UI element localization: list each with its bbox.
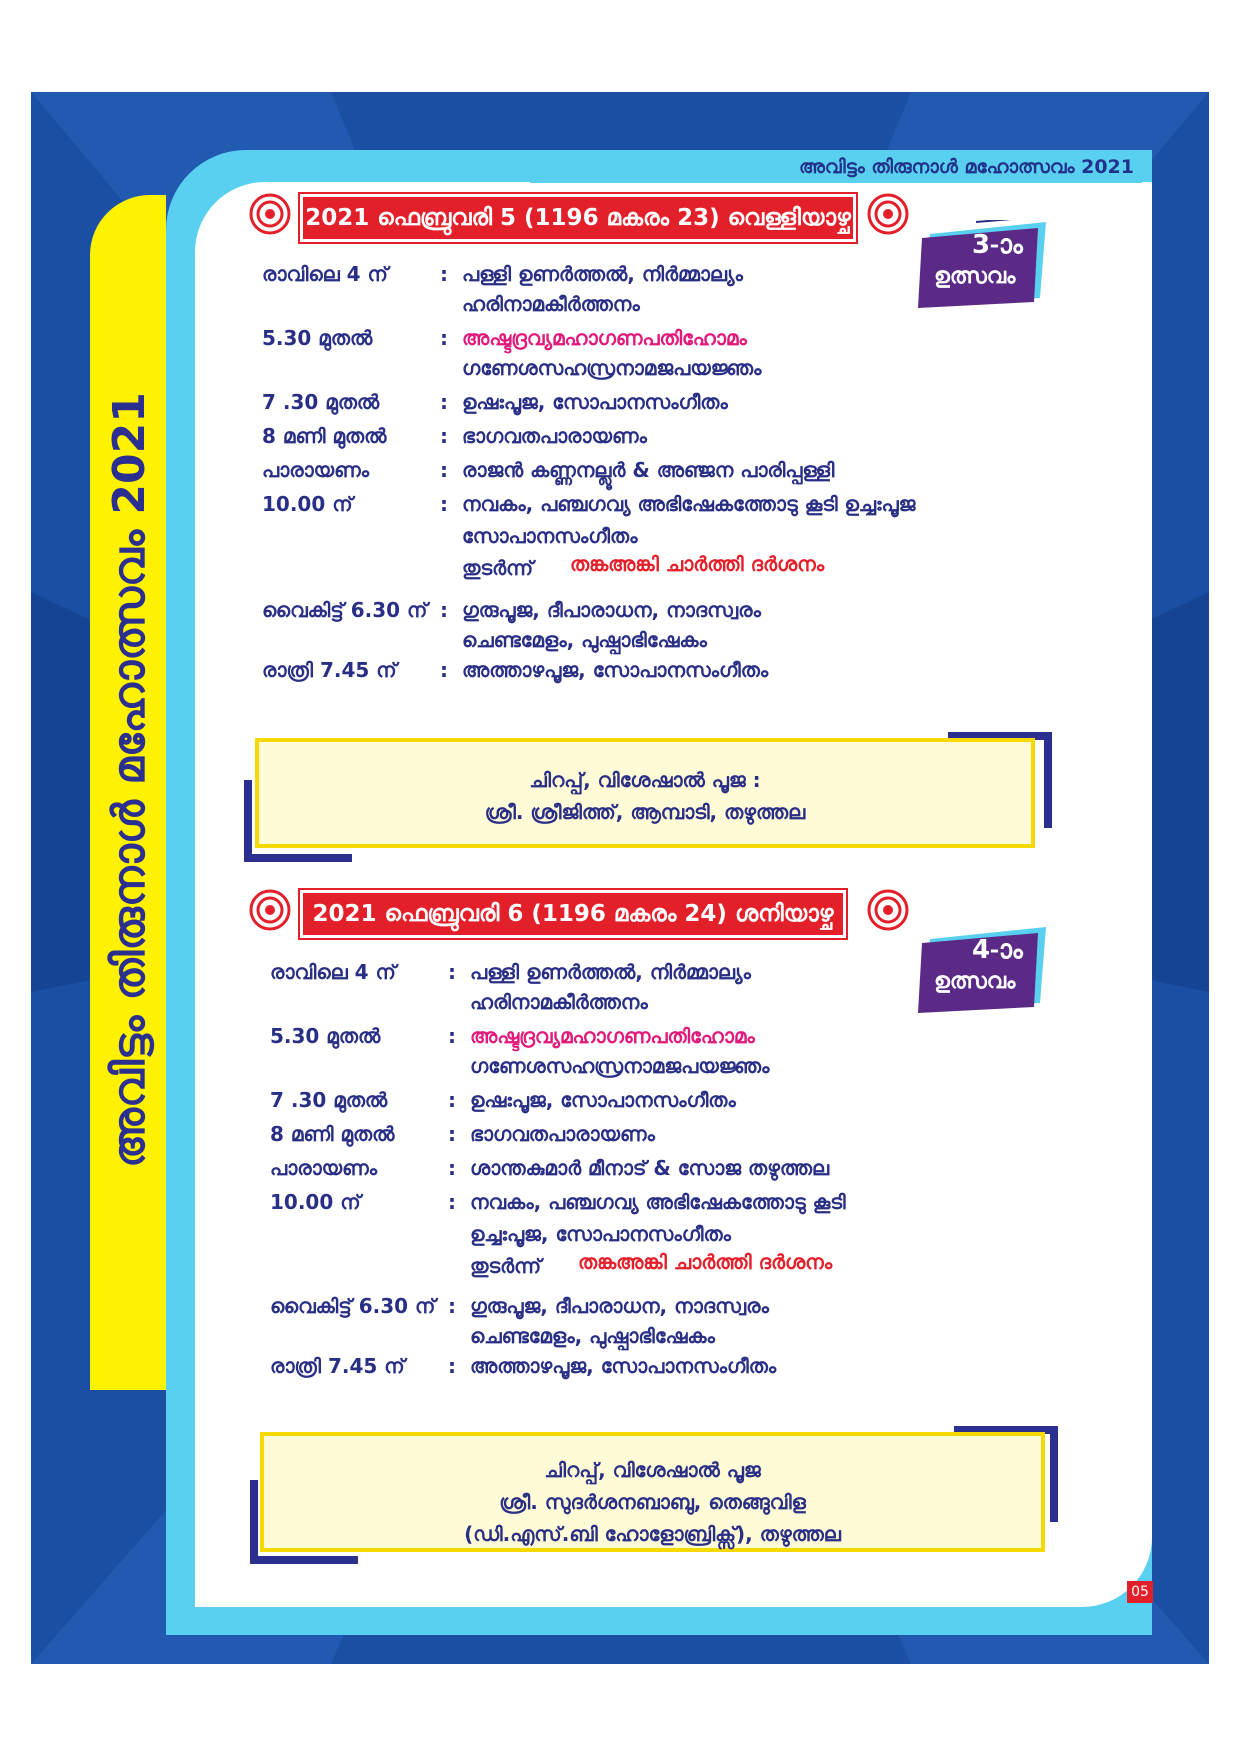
schedule-time: പാരായണം xyxy=(262,458,369,482)
schedule-colon: : xyxy=(448,1088,456,1112)
schedule-time: 7 .30 മുതൽ xyxy=(262,390,380,414)
swirl-ornament-icon xyxy=(866,192,910,236)
schedule-time: വൈകിട്ട് 6.30 ന് xyxy=(262,598,428,622)
sponsor-corner-accent xyxy=(1044,732,1052,828)
schedule-item: ഹരിനാമകീർത്തനം xyxy=(462,292,640,316)
schedule-time: 8 മണി മുതൽ xyxy=(262,424,387,448)
badge-word: ഉത്സവം xyxy=(934,264,1016,289)
sponsor-line: ചിറപ്പ്, വിശേഷാൽ പൂജ xyxy=(544,1458,761,1482)
schedule-colon: : xyxy=(448,1294,456,1318)
sponsor-line: (ഡി.എസ്.ബി ഹോളോബ്രിക്സ്), തഴുത്തല xyxy=(464,1522,841,1546)
schedule-item: ഗണേശസഹസ്രനാമജപയജ്ഞം xyxy=(462,356,762,380)
schedule-item: ഗുരുപൂജ, ദീപാരാധന, നാദസ്വരം xyxy=(462,598,761,622)
schedule-colon: : xyxy=(440,492,448,516)
schedule-time: പാരായണം xyxy=(270,1156,377,1180)
schedule-time: 10.00 ന് xyxy=(270,1190,361,1214)
schedule-colon: : xyxy=(448,1190,456,1214)
schedule-colon: : xyxy=(448,1024,456,1048)
schedule-item: നവകം, പഞ്ചഗവ്യ അഭിഷേകത്തോടു കൂടി xyxy=(470,1190,846,1214)
schedule-colon: : xyxy=(440,326,448,350)
schedule-list xyxy=(270,960,1090,1380)
schedule-item-highlight: അഷ്ടദ്രവ്യമഹാഗണപതിഹോമം xyxy=(462,326,747,350)
sponsor-corner-accent xyxy=(250,1556,358,1564)
sponsor-line: ചിറപ്പ്, വിശേഷാൽ പൂജ : xyxy=(529,768,761,792)
header-bar xyxy=(530,153,1142,183)
schedule-colon: : xyxy=(448,1122,456,1146)
schedule-colon: : xyxy=(440,658,448,682)
schedule-item: തുടർന്ന് xyxy=(470,1254,542,1278)
schedule-colon: : xyxy=(440,262,448,286)
schedule-item: ഉച്ചഃപൂജ, സോപാനസംഗീതം xyxy=(470,1222,731,1246)
schedule-time: രാത്രി 7.45 ന് xyxy=(270,1354,405,1378)
schedule-item: സോപാനസംഗീതം xyxy=(462,524,638,548)
schedule-item: ചെണ്ടമേളം, പുഷ്പാഭിഷേകം xyxy=(470,1324,715,1348)
schedule-item: പള്ളി ഉണർത്തൽ, നിർമ്മാല്യം xyxy=(462,262,743,286)
badge-number: 4-ാം xyxy=(972,935,1023,965)
schedule-colon: : xyxy=(440,424,448,448)
day-date-banner: 2021 ഫെബ്രുവരി 5 (1196 മകരം 23) വെള്ളിയാഴ്ച xyxy=(300,194,856,242)
sponsor-corner-accent xyxy=(244,854,352,862)
schedule-item: ഉഷഃപൂജ, സോപാനസംഗീതം xyxy=(462,390,728,414)
schedule-time: 5.30 മുതൽ xyxy=(262,326,373,350)
badge-number: 3-ാം xyxy=(972,230,1023,260)
schedule-item: ഗുരുപൂജ, ദീപാരാധന, നാദസ്വരം xyxy=(470,1294,769,1318)
schedule-time: രാത്രി 7.45 ന് xyxy=(262,658,397,682)
schedule-colon: : xyxy=(448,1354,456,1378)
schedule-colon: : xyxy=(448,960,456,984)
schedule-time: രാവിലെ 4 ന് xyxy=(270,960,396,984)
schedule-time: വൈകിട്ട് 6.30 ന് xyxy=(270,1294,436,1318)
sponsor-box xyxy=(260,1432,1045,1552)
schedule-time: 5.30 മുതൽ xyxy=(270,1024,381,1048)
schedule-item: ഭാഗവതപാരായണം xyxy=(462,424,647,448)
schedule-colon: : xyxy=(440,390,448,414)
sponsor-box xyxy=(255,738,1035,848)
schedule-colon: : xyxy=(440,598,448,622)
page-number: 05 xyxy=(1127,1581,1153,1603)
sponsor-line: ശ്രീ. സുദർശനബാബു, തെങ്ങുവിള xyxy=(499,1490,806,1514)
schedule-time: 10.00 ന് xyxy=(262,492,353,516)
sponsor-corner-accent xyxy=(244,780,252,862)
schedule-item: ഭാഗവതപാരായണം xyxy=(470,1122,655,1146)
schedule-list xyxy=(262,262,1082,682)
sponsor-line: ശ്രീ. ശ്രീജിത്ത്, ആമ്പാടി, തഴുത്തല xyxy=(484,800,806,824)
schedule-item: ചെണ്ടമേളം, പുഷ്പാഭിഷേകം xyxy=(462,628,707,652)
schedule-item: ശാന്തകുമാർ മീനാട് & സോജ തഴുത്തല xyxy=(470,1156,830,1180)
schedule-item: തുടർന്ന് xyxy=(462,556,534,580)
schedule-item: നവകം, പഞ്ചഗവ്യ അഭിഷേകത്തോടു കൂടി ഉച്ചഃപൂജ xyxy=(462,492,916,516)
schedule-time: രാവിലെ 4 ന് xyxy=(262,262,388,286)
schedule-item: ഉഷഃപൂജ, സോപാനസംഗീതം xyxy=(470,1088,736,1112)
swirl-ornament-icon xyxy=(866,888,910,932)
sponsor-corner-accent xyxy=(250,1480,258,1564)
schedule-item: പള്ളി ഉണർത്തൽ, നിർമ്മാല്യം xyxy=(470,960,751,984)
swirl-ornament-icon xyxy=(248,888,292,932)
schedule-item: അത്താഴപൂജ, സോപാനസംഗീതം xyxy=(470,1354,777,1378)
schedule-item-highlight: അഷ്ടദ്രവ്യമഹാഗണപതിഹോമം xyxy=(470,1024,755,1048)
badge-word: ഉത്സവം xyxy=(934,969,1016,994)
schedule-time: 8 മണി മുതൽ xyxy=(270,1122,395,1146)
sponsor-corner-accent xyxy=(1050,1426,1058,1522)
schedule-colon: : xyxy=(440,458,448,482)
schedule-item: അത്താഴപൂജ, സോപാനസംഗീതം xyxy=(462,658,769,682)
sidebar-title: അവിട്ടം തിരുനാൾ മഹോത്സവം 2021 xyxy=(104,392,155,1168)
day-date-banner: 2021 ഫെബ്രുവരി 6 (1196 മകരം 24) ശനിയാഴ്ച xyxy=(300,890,846,938)
schedule-item-emphasis: തങ്കഅങ്കി ചാർത്തി ദർശനം xyxy=(578,1250,833,1274)
schedule-item: ഹരിനാമകീർത്തനം xyxy=(470,990,648,1014)
schedule-item: ഗണേശസഹസ്രനാമജപയജ്ഞം xyxy=(470,1054,770,1078)
schedule-item-emphasis: തങ്കഅങ്കി ചാർത്തി ദർശനം xyxy=(570,552,825,576)
schedule-colon: : xyxy=(448,1156,456,1180)
header-title: അവിട്ടം തിരുനാൾ മഹോത്സവം 2021 xyxy=(799,156,1134,178)
swirl-ornament-icon xyxy=(248,192,292,236)
schedule-time: 7 .30 മുതൽ xyxy=(270,1088,388,1112)
schedule-item: രാജൻ കണ്ണനല്ലൂർ & അഞ്ജന പാരിപ്പള്ളി xyxy=(462,458,835,482)
